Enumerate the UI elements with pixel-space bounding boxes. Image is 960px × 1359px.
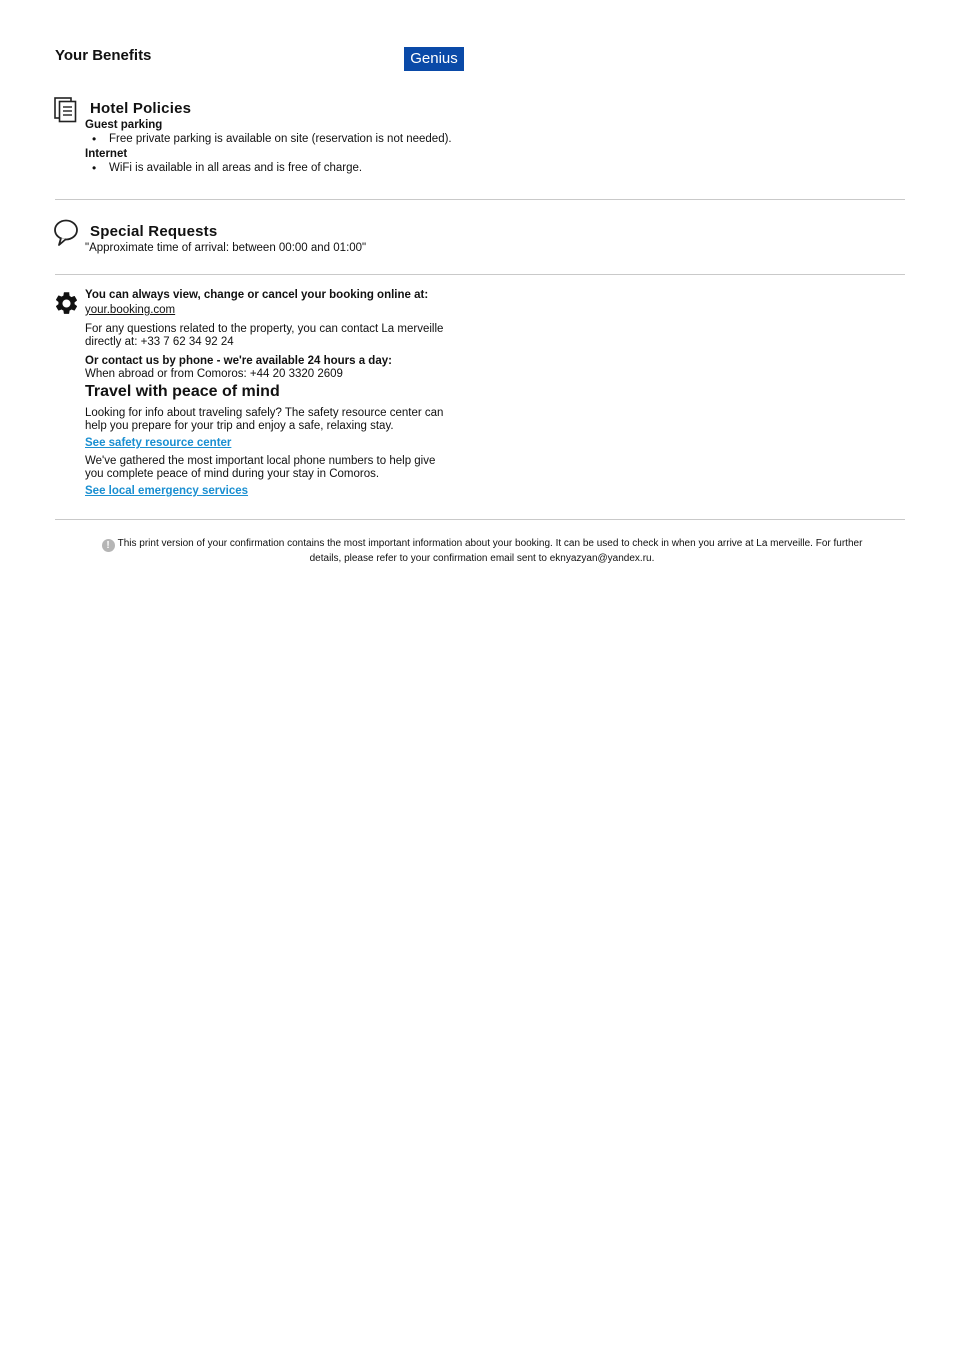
safety-line-1: Looking for info about traveling safely? The safety resource center can: [85, 407, 444, 419]
emergency-services-link[interactable]: See local emergency services: [85, 485, 249, 497]
safety-line-2: help you prepare for your trip and enjoy a safe, relaxing stay.: [85, 420, 394, 432]
footer-text-1: This print version of your confirmation contains the most important information about your booking. It can be used to check in when you arrive at La merveille. For further: [117, 538, 863, 549]
info-icon: !: [102, 539, 115, 552]
travel-heading: Travel with peace of mind: [85, 383, 280, 400]
divider: [55, 199, 905, 200]
manage-booking-heading: You can always view, change or cancel your booking online at:: [85, 289, 429, 301]
footer-line-2: details, please refer to your confirmation email sent to eknyazyan@yandex.ru.: [309, 553, 655, 564]
emergency-line-2: you complete peace of mind during your stay in Comoros.: [85, 468, 380, 480]
booking-link[interactable]: your.booking.com: [85, 304, 176, 316]
speech-bubble-icon: [53, 219, 79, 252]
divider: [55, 519, 905, 520]
special-requests-title: Special Requests: [90, 223, 218, 240]
phone-text: When abroad or from Comoros: +44 20 3320 2609: [85, 368, 343, 380]
list-item: • WiFi is available in all areas and is free of charge.: [85, 161, 505, 175]
contact-line-2: directly at: +33 7 62 34 92 24: [85, 336, 234, 348]
guest-parking-list: [85, 132, 505, 146]
emergency-line-1: We've gathered the most important local phone numbers to help give: [85, 455, 436, 467]
contact-line-1: For any questions related to the property, you can contact La merveille: [85, 323, 444, 335]
phone-heading: Or contact us by phone - we're available 24 hours a day:: [85, 355, 392, 367]
special-requests-text: "Approximate time of arrival: between 00:00 and 01:00": [85, 242, 367, 254]
divider: [55, 274, 905, 275]
list-item: • Free private parking is available on site (reservation is not needed).: [85, 132, 505, 146]
internet-label: Internet: [85, 148, 128, 160]
genius-badge: Genius: [404, 47, 464, 71]
footer-note: [62, 537, 902, 566]
hotel-policies-body: [85, 119, 505, 175]
guest-parking-label: Guest parking: [85, 119, 163, 131]
internet-list: [85, 161, 505, 175]
benefits-title: Your Benefits: [55, 47, 152, 64]
document-icon: [54, 97, 78, 128]
footer-line-1: [62, 537, 902, 552]
safety-resource-link[interactable]: See safety resource center: [85, 437, 232, 449]
hotel-policies-title: Hotel Policies: [90, 100, 192, 117]
gear-icon: [53, 290, 80, 322]
